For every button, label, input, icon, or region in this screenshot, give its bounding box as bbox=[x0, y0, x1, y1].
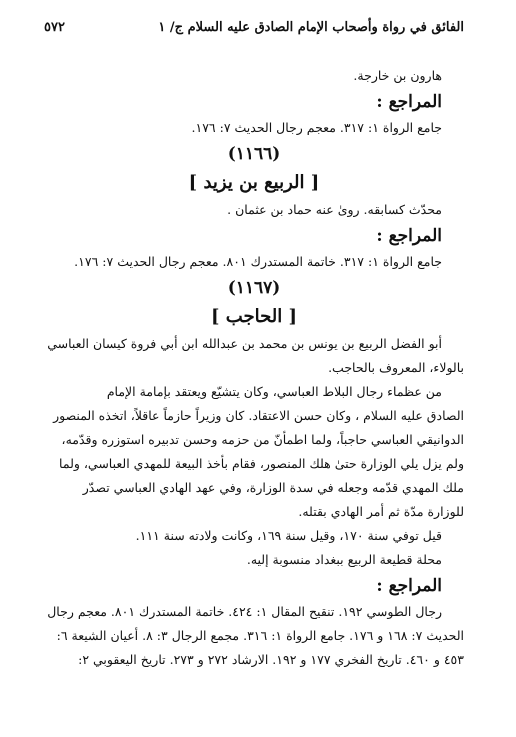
entry-lineage: بالولاء، المعروف بالحاجب. bbox=[328, 360, 464, 375]
page-number: ٥٧٢ bbox=[44, 20, 65, 35]
entry-biography: الصادق عليه السلام ، وكان حسن الاعتقاد. كان وزيراً حازماً عاقلاً، اتخذه المنصور bbox=[53, 408, 464, 423]
entry-biography: من عظماء رجال البلاط العباسي، وكان يتشيّع ويعتقد بإمامة الإمام bbox=[106, 384, 442, 399]
references-heading: المراجع : bbox=[376, 92, 442, 112]
entry-text: محدّث كسابقه. روىٰ عنه حماد بن عثمان . bbox=[227, 202, 442, 217]
entry-lineage: أبو الفضل الربيع بن يونس بن محمد بن عبدالله ابن أبي فروة كيسان العباسي bbox=[47, 336, 442, 351]
references-heading: المراجع : bbox=[376, 226, 442, 246]
page-body bbox=[44, 64, 464, 672]
references-heading: المراجع : bbox=[376, 576, 442, 596]
references-text: جامع الرواة ١: ٣١٧. معجم رجال الحديث ٧: ١٧٦. bbox=[191, 120, 442, 135]
entry-death: قيل توفي سنة ١٧٠، وقيل سنة ١٦٩، وكانت ولادته سنة ١١١. bbox=[135, 528, 442, 543]
running-title: الفائق في رواة وأصحاب الإمام الصادق عليه السلام ج/ ١ bbox=[158, 20, 464, 35]
entry-name: [ الحاجب ] bbox=[211, 306, 297, 327]
references-text: جامع الرواة ١: ٣١٧. خاتمة المستدرك ٨٠١. معجم رجال الحديث ٧: ١٧٦. bbox=[74, 254, 442, 269]
entry-biography: للوزارة مدّة ثم أمر الهادي بقتله. bbox=[298, 504, 464, 519]
entry-biography: الدوانيقي العباسي حاجباً، ولما اطمأنّ من حزمه وحسن تدبيره استوزره وقدّمه، bbox=[61, 432, 464, 447]
entry-quarter: محلة قطيعة الربيع ببغداد منسوبة إليه. bbox=[246, 552, 442, 567]
entry-biography: ولم يزل يلي الوزارة حتىٰ هلك المنصور، فقام بأخذ البيعة للمهدي العباسي، ولما bbox=[59, 456, 464, 471]
entry-number: (١١٦٦) bbox=[227, 144, 281, 164]
references-text: الحديث ٧: ١٦٨ و ١٧٦. جامع الرواة ١: ٣١٦. مجمع الرجال ٣: ٨. أعيان الشيعة ٦: bbox=[56, 628, 464, 643]
previous-entry-tail: هارون بن خارجة. bbox=[353, 68, 442, 83]
entry-number: (١١٦٧) bbox=[227, 278, 281, 298]
references-text: رجال الطوسي ١٩٢. تنقيح المقال ١: ٤٢٤. خاتمة المستدرك ٨٠١. معجم رجال bbox=[47, 604, 442, 619]
page-header bbox=[44, 20, 464, 35]
references-text: ٤٥٣ و ٤٦٠. تاريخ الفخري ١٧٧ و ١٩٢. الارشاد ٢٧٢ و ٢٧٣. تاريخ اليعقوبي ٢: bbox=[78, 652, 464, 667]
entry-name: [ الربيع بن يزيد ] bbox=[188, 172, 320, 193]
entry-biography: ملك المهدي قدّمه وجعله في سدة الوزارة، وفي عهد الهادي العباسي تصدّر bbox=[82, 480, 464, 495]
